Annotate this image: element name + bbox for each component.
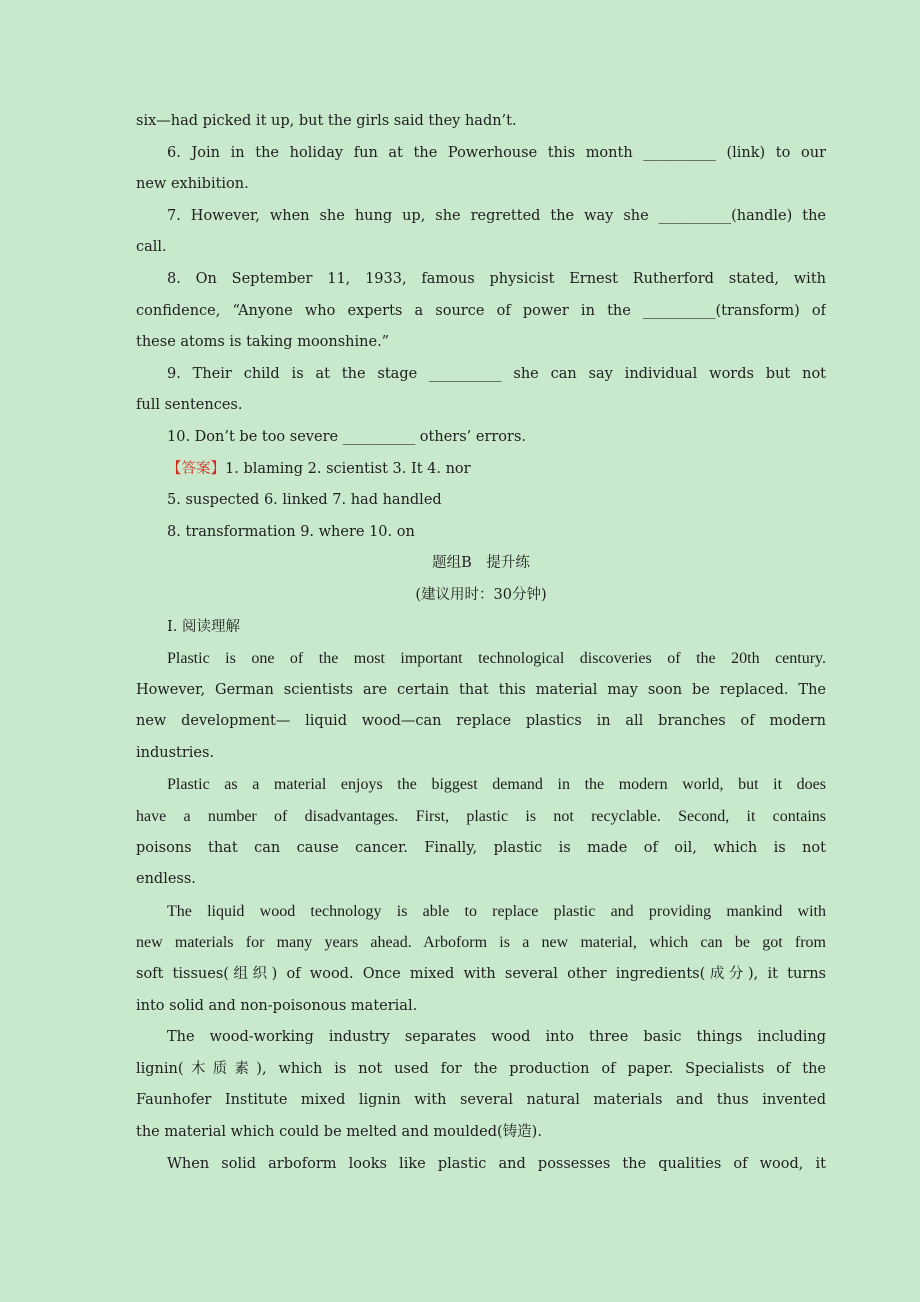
passage-line: endless.: [136, 871, 196, 888]
answer-tag: 【答案】: [167, 460, 225, 477]
exercise-line: new exhibition.: [136, 176, 249, 193]
exercise-line: call.: [136, 239, 167, 256]
exercise-line: confidence, “Anyone who experts a source of power in the __________(transform) of: [136, 302, 826, 319]
answer-block: [136, 454, 826, 549]
reading-passage: [136, 643, 826, 1180]
document-page: [136, 106, 826, 1180]
answer-line: [136, 454, 826, 486]
passage-line: Plastic is one of the most important technological discoveries of the 20th century.: [167, 650, 826, 668]
exercise-line: 6. Join in the holiday fun at the Powerhouse this month __________ (link) to our: [167, 144, 826, 161]
passage-line: the material which could be melted and moulded(铸造).: [136, 1124, 542, 1140]
exercise-line: these atoms is taking moonshine.”: [136, 334, 390, 351]
exercise-line: 7. However, when she hung up, she regretted the way she __________(handle) the: [167, 207, 826, 224]
answer-line: 8. transformation 9. where 10. on: [167, 523, 415, 540]
passage-line: However, German scientists are certain that this material may soon be replaced. The: [136, 681, 826, 698]
exercise-line: 8. On September 11, 1933, famous physicist Ernest Rutherford stated, with: [167, 270, 826, 287]
answer-text: 1. blaming 2. scientist 3. It 4. nor: [225, 460, 471, 477]
passage-line: Faunhofer Institute mixed lignin with several natural materials and thus invented: [136, 1092, 826, 1109]
passage-line: When solid arboform looks like plastic and possesses the qualities of wood, it: [167, 1155, 826, 1172]
answer-line: 5. suspected 6. linked 7. had handled: [167, 492, 442, 509]
suggested-time: (建议用时：30分钟): [415, 586, 547, 603]
passage-line: poisons that can cause cancer. Finally, plastic is made of oil, which is not: [136, 839, 826, 856]
passage-line: soft tissues(组织) of wood. Once mixed with several other ingredients(成分), it turns: [136, 966, 826, 983]
passage-line: lignin(木质素), which is not used for the production of paper. Specialists of the: [136, 1060, 826, 1077]
group-title: 题组B 提升练: [432, 555, 530, 572]
passage-line: The wood-working industry separates wood into three basic things including: [167, 1029, 826, 1046]
exercise-lines: [136, 106, 826, 454]
passage-line: have a number of disadvantages. First, plastic is not recyclable. Second, it contains: [136, 808, 826, 826]
passage-line: The liquid wood technology is able to replace plastic and providing mankind with: [167, 902, 826, 920]
exercise-line: 10. Don’t be too severe __________ others’ errors.: [167, 428, 527, 445]
exercise-line: 9. Their child is at the stage __________ she can say individual words but not: [167, 365, 826, 382]
passage-line: new development— liquid wood—can replace plastics in all branches of modern: [136, 713, 826, 730]
passage-line: new materials for many years ahead. Arboform is a new material, which can be got from: [136, 934, 826, 952]
passage-line: Plastic as a material enjoys the biggest demand in the modern world, but it does: [167, 776, 826, 794]
section-heading: Ⅰ. 阅读理解: [167, 618, 240, 635]
passage-line: industries.: [136, 744, 215, 761]
exercise-line: six—had picked it up, but the girls said they hadn’t.: [136, 113, 517, 129]
exercise-line: full sentences.: [136, 397, 243, 414]
passage-line: into solid and non-poisonous material.: [136, 997, 418, 1014]
